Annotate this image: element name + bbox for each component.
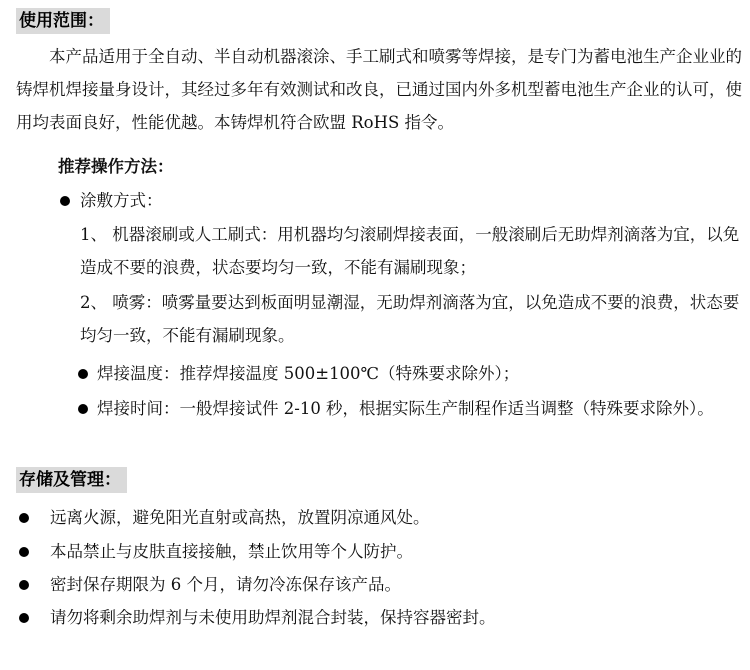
storage-item-sealing: 请勿将剩余助焊剂与未使用助焊剂混合封装，保持容器密封。: [50, 608, 496, 627]
scope-heading: 使用范围：: [16, 8, 110, 34]
method-heading: 推荐操作方法：: [58, 157, 174, 176]
bullet-icon: [19, 547, 29, 557]
bullet-icon: [78, 369, 88, 379]
bullet-icon: [19, 513, 29, 523]
bullet-icon: [19, 580, 29, 590]
method-item-roller: 1、 机器滚刷或人工刷式：用机器均匀滚刷焊接表面，一般滚刷后无助焊剂滴落为宜，以免造成不要的浪费，状态要均匀一致，不能有漏刷现象；: [80, 225, 740, 277]
coating-label: 涂敷方式：: [80, 191, 163, 210]
bullet-icon: [60, 196, 70, 206]
welding-time: 焊接时间：一般焊接试件 2-10 秒，根据实际生产制程作适当调整（特殊要求除外）。: [97, 399, 714, 418]
storage-item-shelf-life: 密封保存期限为 6 个月，请勿冷冻保存该产品。: [50, 575, 401, 594]
bullet-icon: [19, 613, 29, 623]
storage-heading: 存储及管理：: [16, 467, 127, 493]
storage-item-skin: 本品禁止与皮肤直接接触，禁止饮用等个人防护。: [50, 542, 413, 561]
bullet-icon: [78, 404, 88, 414]
welding-temperature: 焊接温度：推荐焊接温度 500±100℃（特殊要求除外）；: [97, 364, 520, 383]
storage-item-fire: 远离火源，避免阳光直射或高热，放置阴凉通风处。: [50, 508, 430, 527]
scope-paragraph: 本产品适用于全自动、半自动机器滚涂、手工刷式和喷雾等焊接，是专门为蓄电池生产企业业的铸焊机焊接量身设计，其经过多年有效测试和改良，已通过国内外多机型蓄电池生产企业的认可，使用均表面良好，性能优越。本铸焊机符合欧盟 RoHS 指令。: [16, 47, 742, 132]
method-item-spray: 2、 喷雾：喷雾量要达到板面明显潮湿，无助焊剂滴落为宜，以免造成不要的浪费，状态要均匀一致，不能有漏刷现象。: [80, 293, 740, 345]
